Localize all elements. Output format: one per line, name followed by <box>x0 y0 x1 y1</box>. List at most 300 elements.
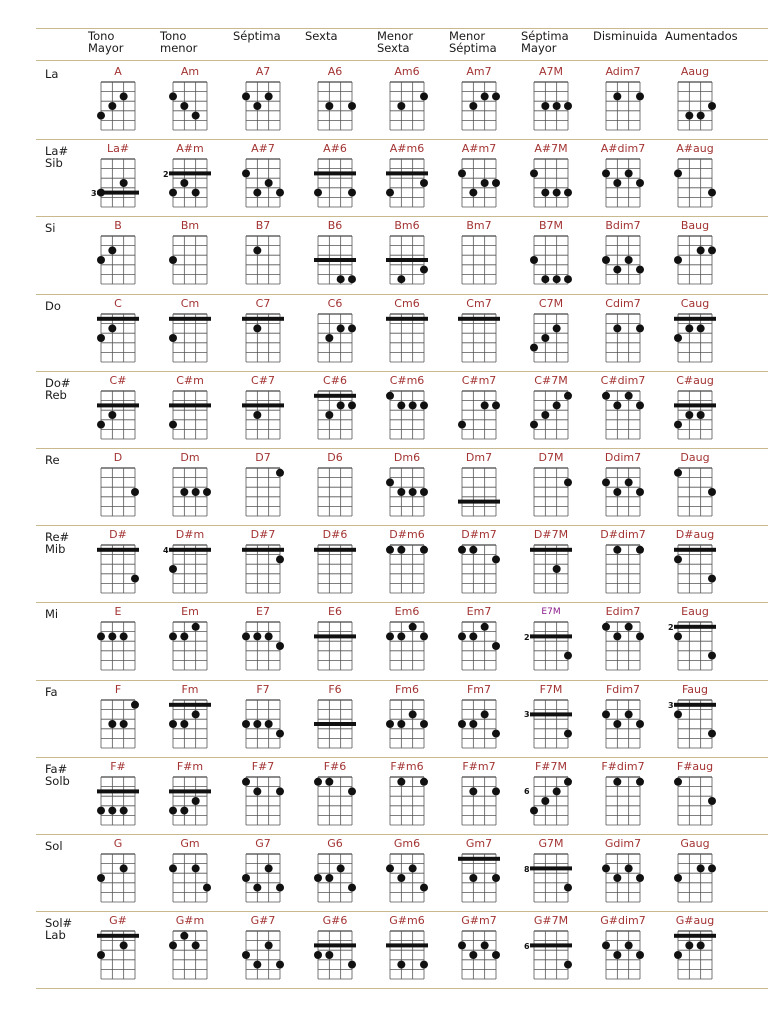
chord-name: B6 <box>327 219 343 233</box>
chord-name: C#6 <box>323 373 347 387</box>
chord-cell <box>380 761 434 837</box>
finger-dot <box>276 729 284 737</box>
chord-diagram <box>380 464 434 526</box>
finger-dot <box>602 392 610 400</box>
finger-dot <box>120 942 128 950</box>
finger-dot <box>492 642 500 650</box>
chord-diagram <box>380 927 434 989</box>
finger-dot <box>541 189 549 197</box>
finger-dot <box>708 488 716 496</box>
chord-cell <box>524 529 578 605</box>
chord-diagram <box>452 696 506 758</box>
chord-cell <box>596 915 650 991</box>
chord-name: Baug <box>680 219 710 233</box>
finger-dot <box>348 276 356 284</box>
finger-dot <box>169 565 177 573</box>
finger-dot <box>108 324 116 332</box>
chord-cell <box>236 143 290 219</box>
chord-cell <box>308 298 362 374</box>
chord-name: Adim7 <box>605 65 641 78</box>
finger-dot <box>636 720 644 728</box>
chord-name: Eaug <box>681 605 709 619</box>
finger-dot <box>409 488 417 496</box>
chord-name: G#m <box>175 914 205 928</box>
chord-name: E7 <box>256 605 270 619</box>
chord-cell <box>668 298 722 374</box>
finger-dot <box>348 189 356 197</box>
chord-diagram <box>596 850 650 912</box>
finger-dot <box>108 247 116 255</box>
chord-diagram <box>452 541 506 603</box>
chord-cell <box>91 529 145 605</box>
finger-dot <box>265 179 273 187</box>
chord-name: A#dim7 <box>600 142 646 156</box>
chord-diagram <box>596 310 650 372</box>
chord-diagram <box>236 155 290 217</box>
finger-dot <box>636 401 644 409</box>
finger-dot <box>397 961 405 969</box>
chord-cell <box>91 606 145 682</box>
finger-dot <box>530 806 538 814</box>
finger-dot <box>253 324 261 332</box>
chord-cell <box>163 375 217 451</box>
finger-dot <box>120 864 128 872</box>
finger-dot <box>192 710 200 718</box>
finger-dot <box>131 488 139 496</box>
finger-dot <box>131 575 139 583</box>
finger-dot <box>697 864 705 872</box>
finger-dot <box>120 720 128 728</box>
chord-diagram <box>163 927 217 989</box>
finger-dot <box>564 478 572 486</box>
chord-cell <box>380 606 434 682</box>
finger-dot <box>242 92 250 100</box>
finger-dot <box>409 623 417 631</box>
chord-cell <box>596 66 650 142</box>
finger-dot <box>602 256 610 264</box>
chord-cell <box>452 606 506 682</box>
finger-dot <box>636 633 644 641</box>
barre-bar <box>242 403 284 407</box>
finger-dot <box>169 189 177 197</box>
finger-dot <box>674 778 682 786</box>
finger-dot <box>386 392 394 400</box>
chord-name: B <box>114 219 122 233</box>
chord-name: A <box>114 65 122 78</box>
chord-name: F#m6 <box>390 759 424 773</box>
chord-name: A6 <box>327 65 343 78</box>
chord-diagram <box>163 773 217 835</box>
chord-name: F#7 <box>251 759 275 773</box>
finger-dot <box>348 401 356 409</box>
row-label: Re# Mib <box>45 530 70 557</box>
chord-cell <box>596 684 650 760</box>
finger-dot <box>674 256 682 264</box>
chord-cell <box>452 838 506 914</box>
chord-diagram <box>596 155 650 217</box>
chord-diagram <box>524 464 578 526</box>
chord-name: C#m7 <box>461 373 497 387</box>
row-rule <box>36 371 768 372</box>
chord-cell <box>668 606 722 682</box>
chord-diagram <box>91 696 145 758</box>
chord-name: C7M <box>538 296 564 310</box>
finger-dot <box>253 720 261 728</box>
finger-dot <box>469 189 477 197</box>
finger-dot <box>348 787 356 795</box>
finger-dot <box>708 102 716 110</box>
finger-dot <box>420 884 428 892</box>
chord-cell <box>163 606 217 682</box>
chord-name: Edim7 <box>605 605 641 619</box>
finger-dot <box>613 778 621 786</box>
finger-dot <box>276 469 284 477</box>
barre-bar <box>169 702 211 706</box>
chord-name: D# <box>109 528 127 542</box>
chord-cell <box>452 66 506 142</box>
finger-dot <box>397 546 405 554</box>
chord-diagram <box>452 155 506 217</box>
chord-name: G#aug <box>675 914 715 928</box>
row-label: Si <box>45 221 56 236</box>
chord-name: D#7 <box>250 528 276 542</box>
chord-diagram <box>668 696 722 758</box>
chord-diagram <box>668 773 722 835</box>
chord-name: A#m <box>176 142 204 156</box>
row-rule <box>36 988 768 989</box>
barre-bar <box>386 316 428 320</box>
chord-diagram <box>596 618 650 680</box>
fret-number: 3 <box>524 710 530 720</box>
finger-dot <box>674 633 682 641</box>
chord-diagram <box>668 618 722 680</box>
chord-name: E <box>114 605 122 619</box>
chord-name: C#m <box>176 373 204 387</box>
finger-dot <box>314 874 322 882</box>
finger-dot <box>169 92 177 100</box>
finger-dot <box>253 102 261 110</box>
chord-cell <box>308 684 362 760</box>
chord-diagram <box>668 155 722 217</box>
row-rule <box>36 680 768 681</box>
chord-diagram <box>380 773 434 835</box>
row-rule <box>36 294 768 295</box>
chord-name: Dm7 <box>465 451 493 464</box>
barre-bar <box>314 722 356 726</box>
finger-dot <box>420 92 428 100</box>
chord-cell <box>91 298 145 374</box>
barre-bar <box>530 712 572 716</box>
chord-diagram <box>668 464 722 526</box>
finger-dot <box>169 334 177 342</box>
chord-name: A#7M <box>534 142 568 156</box>
finger-dot <box>97 806 105 814</box>
finger-dot <box>458 546 466 554</box>
finger-dot <box>276 787 284 795</box>
chord-diagram <box>524 927 578 989</box>
finger-dot <box>169 864 177 872</box>
finger-dot <box>492 401 500 409</box>
chord-name: G#6 <box>322 914 348 928</box>
chord-name: D#m7 <box>461 528 497 542</box>
finger-dot <box>564 392 572 400</box>
barre-bar <box>674 316 716 320</box>
row-label: Fa <box>45 684 58 699</box>
chord-name: E7M <box>541 607 561 618</box>
chord-cell <box>91 375 145 451</box>
chord-diagram <box>91 387 145 449</box>
finger-dot <box>636 778 644 786</box>
chord-name: Em7 <box>466 605 492 619</box>
chord-diagram <box>236 927 290 989</box>
finger-dot <box>314 778 322 786</box>
chord-name: Gm6 <box>393 837 421 850</box>
chord-diagram <box>91 464 145 526</box>
row-rule <box>36 139 768 140</box>
finger-dot <box>469 102 477 110</box>
chord-name: D#6 <box>322 528 348 542</box>
barre-bar <box>314 258 356 262</box>
chord-name: Bm7 <box>466 219 492 233</box>
row-label: Re <box>45 453 60 467</box>
chord-cell <box>91 220 145 296</box>
finger-dot <box>636 488 644 496</box>
finger-dot <box>492 874 500 882</box>
chord-diagram <box>91 618 145 680</box>
finger-dot <box>169 633 177 641</box>
finger-dot <box>108 102 116 110</box>
chord-cell <box>163 529 217 605</box>
row-label: Sol <box>45 839 63 853</box>
finger-dot <box>553 276 561 284</box>
finger-dot <box>697 112 705 120</box>
finger-dot <box>613 179 621 187</box>
chord-cell <box>452 143 506 219</box>
chord-name: Am7 <box>466 65 492 78</box>
barre-bar <box>458 316 500 320</box>
row-label: Fa# Solb <box>45 761 70 788</box>
finger-dot <box>674 420 682 428</box>
chord-cell <box>668 915 722 991</box>
chord-name: G#7M <box>533 914 569 928</box>
chord-cell <box>668 375 722 451</box>
chord-cell <box>308 375 362 451</box>
finger-dot <box>242 874 250 882</box>
chord-diagram <box>91 541 145 603</box>
chord-diagram <box>596 696 650 758</box>
chord-name: Cm7 <box>466 296 492 310</box>
chord-cell <box>668 838 722 914</box>
finger-dot <box>492 179 500 187</box>
column-header: Tono menor <box>160 29 198 55</box>
chord-cell <box>596 298 650 374</box>
chord-cell <box>163 761 217 837</box>
column-header: Aumentados <box>665 29 738 43</box>
chord-cell <box>524 606 578 682</box>
chord-diagram <box>524 155 578 217</box>
finger-dot <box>386 546 394 554</box>
finger-dot <box>481 179 489 187</box>
finger-dot <box>348 884 356 892</box>
chord-cell <box>596 375 650 451</box>
fret-number: 3 <box>91 188 97 198</box>
chord-cell <box>452 375 506 451</box>
finger-dot <box>169 256 177 264</box>
chord-cell <box>163 684 217 760</box>
finger-dot <box>409 401 417 409</box>
barre-bar <box>674 548 716 552</box>
finger-dot <box>564 729 572 737</box>
finger-dot <box>602 170 610 178</box>
chord-cell <box>380 529 434 605</box>
finger-dot <box>530 170 538 178</box>
column-header: Tono Mayor <box>88 29 124 55</box>
row-label: La# Sib <box>45 144 69 171</box>
finger-dot <box>636 324 644 332</box>
chord-name: C#aug <box>676 373 714 387</box>
chord-name: Cm6 <box>394 296 420 310</box>
chord-cell <box>308 761 362 837</box>
finger-dot <box>348 324 356 332</box>
chord-name: B7 <box>255 219 271 233</box>
barre-bar <box>169 403 211 407</box>
chord-diagram <box>452 773 506 835</box>
barre-bar <box>530 944 572 948</box>
chord-name: Am <box>180 65 200 78</box>
chord-name: A#m7 <box>461 142 497 156</box>
finger-dot <box>420 961 428 969</box>
chord-diagram <box>524 232 578 294</box>
finger-dot <box>108 806 116 814</box>
row-label: Do <box>45 298 61 313</box>
finger-dot <box>337 324 345 332</box>
chord-name: A7M <box>538 65 563 78</box>
chord-cell <box>668 529 722 605</box>
chord-name: Cm <box>180 296 200 310</box>
chord-name: F#dim7 <box>601 759 645 773</box>
finger-dot <box>348 961 356 969</box>
chord-diagram <box>380 850 434 912</box>
chord-name: F# <box>110 759 126 773</box>
chord-cell <box>452 220 506 296</box>
chord-cell <box>524 143 578 219</box>
finger-dot <box>325 778 333 786</box>
finger-dot <box>265 633 273 641</box>
finger-dot <box>492 729 500 737</box>
chord-diagram <box>308 773 362 835</box>
chord-cell <box>163 220 217 296</box>
finger-dot <box>180 102 188 110</box>
barre-bar <box>97 934 139 938</box>
finger-dot <box>530 343 538 351</box>
finger-dot <box>97 256 105 264</box>
barre-bar <box>314 944 356 948</box>
chord-diagram <box>668 387 722 449</box>
chord-name: F#7M <box>534 759 568 773</box>
chord-diagram <box>380 78 434 140</box>
finger-dot <box>708 864 716 872</box>
finger-dot <box>420 401 428 409</box>
chord-diagram <box>596 464 650 526</box>
finger-dot <box>492 787 500 795</box>
finger-dot <box>397 276 405 284</box>
finger-dot <box>674 874 682 882</box>
finger-dot <box>120 633 128 641</box>
chord-cell <box>236 838 290 914</box>
chord-name: F7M <box>539 682 563 696</box>
chord-diagram <box>452 310 506 372</box>
chord-cell <box>452 915 506 991</box>
chord-name: D#aug <box>675 528 715 542</box>
barre-bar <box>314 548 356 552</box>
finger-dot <box>420 546 428 554</box>
row-rule <box>36 216 768 217</box>
finger-dot <box>409 710 417 718</box>
chord-diagram <box>308 78 362 140</box>
chord-diagram <box>308 155 362 217</box>
chord-name: Em6 <box>394 605 420 619</box>
finger-dot <box>180 633 188 641</box>
finger-dot <box>625 942 633 950</box>
barre-bar <box>169 789 211 793</box>
chord-diagram <box>91 310 145 372</box>
finger-dot <box>625 256 633 264</box>
chord-cell <box>308 606 362 682</box>
chord-name: C#m6 <box>389 373 425 387</box>
chord-diagram <box>91 850 145 912</box>
chord-cell <box>91 838 145 914</box>
finger-dot <box>674 710 682 718</box>
finger-dot <box>625 478 633 486</box>
chord-diagram <box>524 541 578 603</box>
finger-dot <box>192 112 200 120</box>
chord-name: A#aug <box>676 142 714 156</box>
chord-cell <box>524 452 578 528</box>
finger-dot <box>553 189 561 197</box>
finger-dot <box>325 951 333 959</box>
finger-dot <box>192 623 200 631</box>
barre-bar <box>530 866 572 870</box>
finger-dot <box>203 488 211 496</box>
finger-dot <box>708 652 716 660</box>
chord-name: C#dim7 <box>600 373 646 387</box>
column-header: Séptima Mayor <box>521 29 569 55</box>
finger-dot <box>253 189 261 197</box>
chord-diagram <box>163 541 217 603</box>
finger-dot <box>492 92 500 100</box>
finger-dot <box>469 633 477 641</box>
fret-number: 2 <box>668 623 674 633</box>
chord-name: C# <box>109 373 127 387</box>
finger-dot <box>276 556 284 564</box>
finger-dot <box>492 556 500 564</box>
row-rule <box>36 525 768 526</box>
finger-dot <box>253 787 261 795</box>
finger-dot <box>253 884 261 892</box>
chord-cell <box>163 452 217 528</box>
chord-cell <box>308 220 362 296</box>
chord-cell <box>308 529 362 605</box>
chord-diagram <box>668 541 722 603</box>
finger-dot <box>613 546 621 554</box>
barre-bar <box>97 789 139 793</box>
finger-dot <box>314 951 322 959</box>
column-header: Disminuida <box>593 29 658 43</box>
chord-name: A#7 <box>251 142 275 156</box>
chord-cell <box>596 838 650 914</box>
chord-name: G <box>113 837 123 850</box>
finger-dot <box>685 942 693 950</box>
